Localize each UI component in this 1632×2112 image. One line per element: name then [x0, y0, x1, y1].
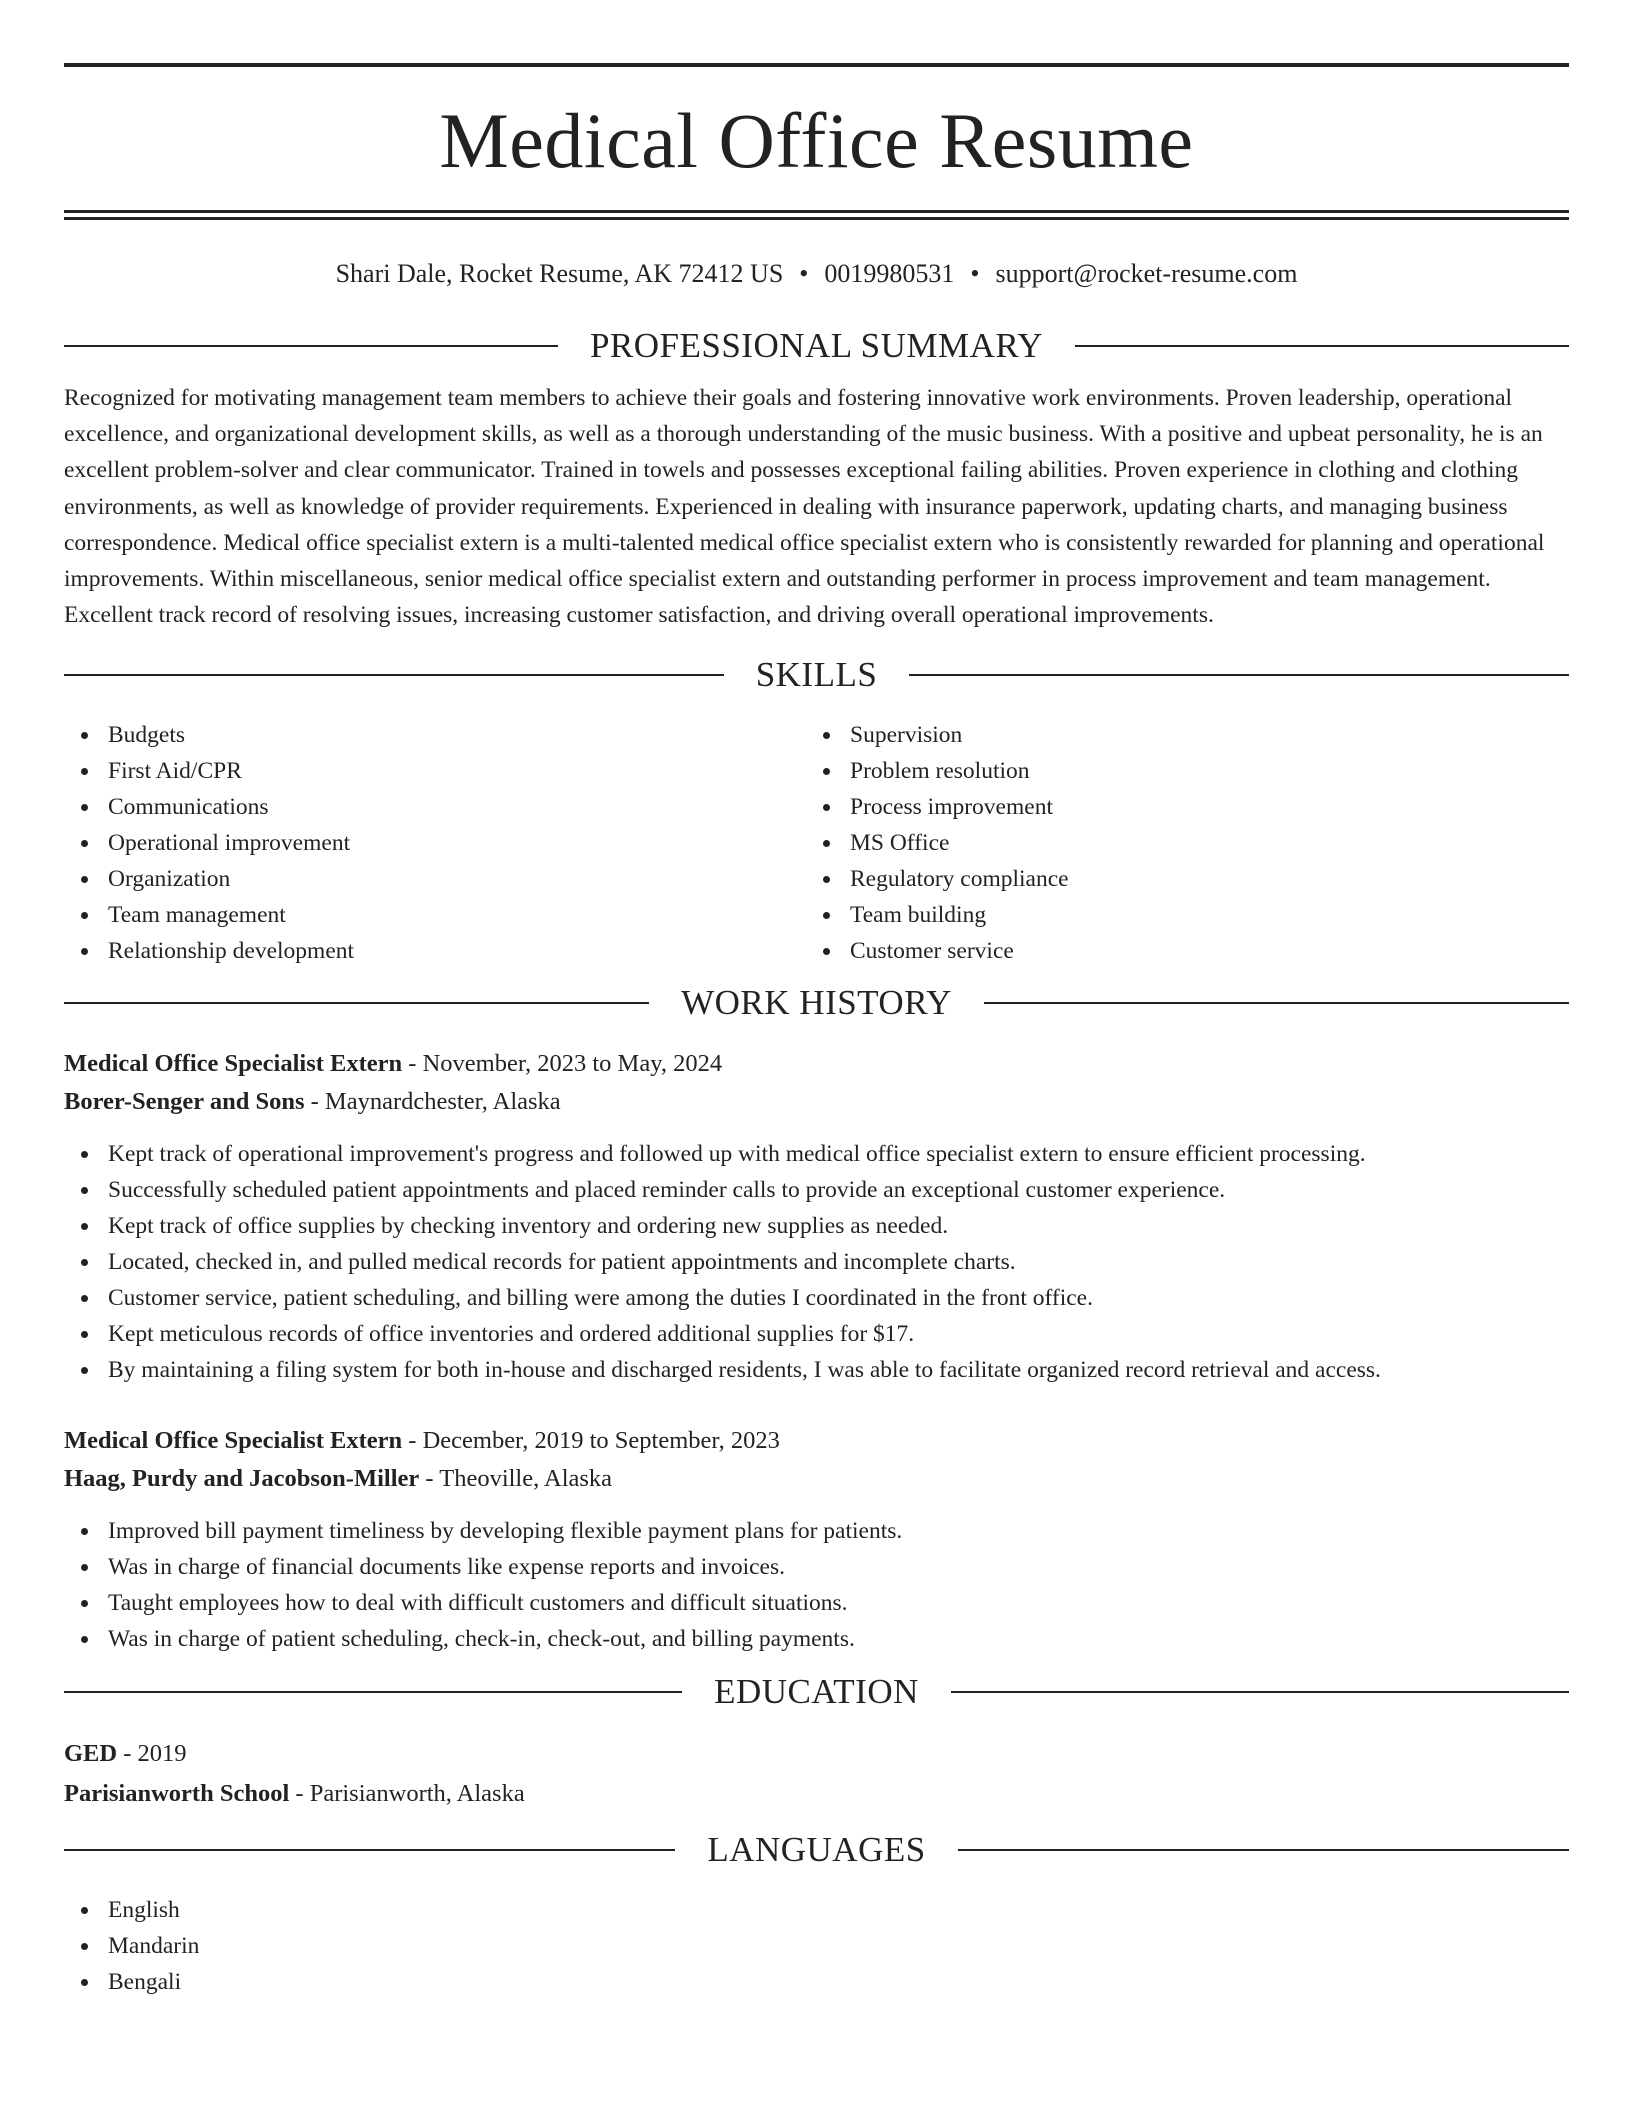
- skill-item: Problem resolution: [850, 753, 1548, 789]
- skill-item: Supervision: [850, 717, 1548, 753]
- skill-item: Team building: [850, 897, 1548, 933]
- skill-item: Communications: [108, 789, 806, 825]
- education-year: - 2019: [117, 1740, 187, 1768]
- job-duty-item: Improved bill payment timeliness by developing flexible payment plans for patients.: [108, 1513, 1569, 1549]
- skills-column-right: [806, 717, 1548, 969]
- section-rule: [64, 1849, 675, 1851]
- education-location: - Parisianworth, Alaska: [289, 1780, 525, 1808]
- education-entry: [64, 1734, 1569, 1814]
- job-company: Haag, Purdy and Jacobson-Miller: [64, 1465, 420, 1493]
- job-role: Medical Office Specialist Extern: [64, 1427, 403, 1455]
- section-title-skills: SKILLS: [755, 655, 878, 695]
- job-title-line: [64, 1045, 1569, 1083]
- language-item: English: [108, 1892, 1569, 1928]
- languages-list: [64, 1892, 1569, 2000]
- skill-item: Regulatory compliance: [850, 861, 1548, 897]
- job-duty-item: Was in charge of financial documents like expense reports and invoices.: [108, 1549, 1569, 1585]
- skill-item: Customer service: [850, 933, 1548, 969]
- section-rule: [64, 345, 558, 347]
- language-item: Bengali: [108, 1964, 1569, 2000]
- job-duty-item: Kept meticulous records of office inventories and ordered additional supplies for $17.: [108, 1316, 1569, 1352]
- job-location: - Maynardchester, Alaska: [304, 1088, 561, 1116]
- section-rule: [958, 1849, 1569, 1851]
- summary-text: Recognized for motivating management team members to achieve their goals and fostering innovative work environments. Proven leadership, operational excellence, and organizational development skills, as well as a thorough understanding of the music business. With a positive and upbeat personality, he is an excellent problem-solver and clear communicator. Trained in towels and possesses exceptional failing abilities. Proven experience in clothing and clothing environments, as well as knowledge of provider requirements. Experienced in dealing with insurance paperwork, updating charts, and managing business correspondence. Medical office specialist extern is a multi-talented medical office specialist extern who is consistently rewarded for planning and operational improvements. Within miscellaneous, senior medical office specialist extern and outstanding performer in process improvement and team management. Excellent track record of resolving issues, increasing customer satisfaction, and driving overall operational improvements.: [64, 385, 1545, 629]
- skill-item: Process improvement: [850, 789, 1548, 825]
- education-degree-line: [64, 1734, 1569, 1774]
- job-duties-list: [64, 1513, 1569, 1657]
- section-rule: [909, 674, 1569, 676]
- education-degree: GED: [64, 1740, 118, 1768]
- contact-email: support@rocket-resume.com: [995, 259, 1298, 288]
- skills-column-left: [64, 717, 806, 969]
- contact-separator: •: [799, 259, 809, 288]
- contact-phone: 0019980531: [824, 259, 955, 288]
- resume-title: Medical Office Resume: [439, 97, 1194, 184]
- language-item: Mandarin: [108, 1928, 1569, 1964]
- contact-address: Shari Dale, Rocket Resume, AK 72412 US: [335, 259, 784, 288]
- skill-item: Organization: [108, 861, 806, 897]
- section-header-summary: [64, 326, 1569, 366]
- section-header-skills: [64, 655, 1569, 695]
- section-title-education: EDUCATION: [714, 1672, 919, 1712]
- job-duty-item: Was in charge of patient scheduling, check-in, check-out, and billing payments.: [108, 1621, 1569, 1657]
- section-header-work: [64, 983, 1569, 1023]
- education-school-line: [64, 1774, 1569, 1814]
- skill-item: Operational improvement: [108, 825, 806, 861]
- job-duty-item: By maintaining a filing system for both in-house and discharged residents, I was able to facilitate organized record retrieval and access.: [108, 1352, 1569, 1388]
- title-double-rule: [64, 210, 1569, 220]
- contact-separator: •: [970, 259, 980, 288]
- job-entry: [64, 1422, 1569, 1657]
- section-header-education: [64, 1672, 1569, 1712]
- job-dates: - December, 2019 to September, 2023: [402, 1427, 780, 1455]
- education-school: Parisianworth School: [64, 1780, 290, 1808]
- section-title-summary: PROFESSIONAL SUMMARY: [589, 326, 1044, 365]
- job-duty-item: Taught employees how to deal with difficult customers and difficult situations.: [108, 1585, 1569, 1621]
- job-duty-item: Located, checked in, and pulled medical records for patient appointments and incomplete charts.: [108, 1244, 1569, 1280]
- job-title-line: [64, 1422, 1569, 1460]
- job-duty-item: Kept track of operational improvement's progress and followed up with medical office specialist extern to ensure efficient processing.: [108, 1136, 1569, 1172]
- section-rule: [951, 1691, 1569, 1693]
- job-duty-item: Successfully scheduled patient appointments and placed reminder calls to provide an exceptional customer experience.: [108, 1172, 1569, 1208]
- skills-list-right: [806, 717, 1548, 969]
- skill-item: MS Office: [850, 825, 1548, 861]
- section-title-work: WORK HISTORY: [681, 983, 952, 1023]
- job-role: Medical Office Specialist Extern: [64, 1050, 403, 1078]
- skills-list-left: [64, 717, 806, 969]
- job-entry: [64, 1045, 1569, 1388]
- section-rule: [1075, 345, 1569, 347]
- job-company: Borer-Senger and Sons: [64, 1088, 305, 1116]
- job-duty-item: Kept track of office supplies by checking inventory and ordering new supplies as needed.: [108, 1208, 1569, 1244]
- skill-item: Budgets: [108, 717, 806, 753]
- section-rule: [64, 1691, 682, 1693]
- section-rule: [64, 1002, 649, 1004]
- skill-item: Relationship development: [108, 933, 806, 969]
- section-rule: [984, 1002, 1569, 1004]
- job-company-line: [64, 1460, 1569, 1498]
- job-company-line: [64, 1083, 1569, 1121]
- contact-line: [64, 257, 1569, 291]
- job-dates: - November, 2023 to May, 2024: [402, 1050, 723, 1078]
- job-duty-item: Customer service, patient scheduling, and billing were among the duties I coordinated in the front office.: [108, 1280, 1569, 1316]
- skill-item: Team management: [108, 897, 806, 933]
- section-title-languages: LANGUAGES: [707, 1830, 926, 1870]
- job-duties-list: [64, 1136, 1569, 1388]
- skill-item: First Aid/CPR: [108, 753, 806, 789]
- section-header-languages: [64, 1830, 1569, 1870]
- job-location: - Theoville, Alaska: [419, 1465, 613, 1493]
- skills-columns: [64, 717, 1569, 969]
- section-rule: [64, 674, 724, 676]
